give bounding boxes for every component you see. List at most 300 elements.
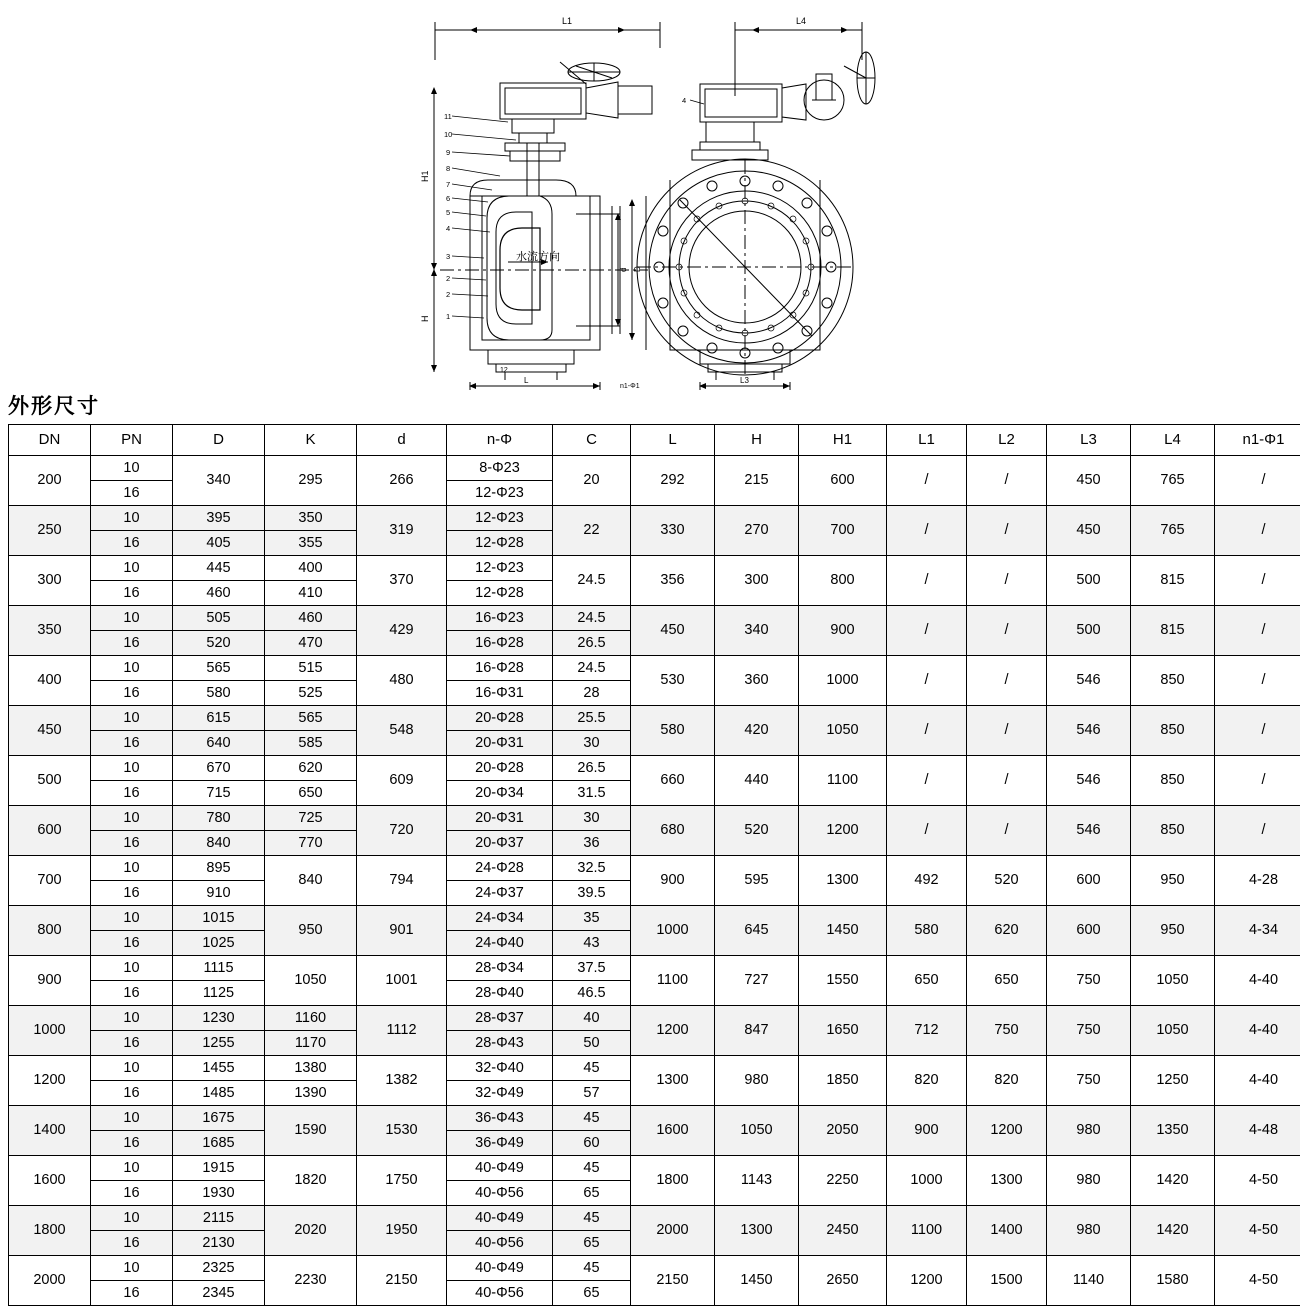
header-h1: H1	[799, 425, 887, 456]
cell-h1: 700	[799, 506, 887, 556]
cell-h: 727	[715, 956, 799, 1006]
cell-dn: 1800	[9, 1206, 91, 1256]
cell-l2: 1500	[967, 1256, 1047, 1306]
cell-l3: 1140	[1047, 1256, 1131, 1306]
cell-dn: 400	[9, 656, 91, 706]
cell-l3: 450	[1047, 456, 1131, 506]
cell-l1: 580	[887, 906, 967, 956]
header-l2: L2	[967, 425, 1047, 456]
cell-pn: 10	[91, 1106, 173, 1131]
cell-c: 20	[553, 456, 631, 506]
table-row	[9, 856, 1300, 881]
cell-d-inner: 266	[357, 456, 447, 506]
cell-l3: 500	[1047, 606, 1131, 656]
cell-l1: 492	[887, 856, 967, 906]
cell-l3: 546	[1047, 756, 1131, 806]
cell-pn: 10	[91, 706, 173, 731]
header-n1-phi1: n1-Φ1	[1215, 425, 1300, 456]
table-row	[9, 706, 1300, 731]
dimensions-table	[8, 424, 1300, 1306]
cell-l4: 765	[1131, 456, 1215, 506]
cell-pn: 16	[91, 731, 173, 756]
cell-n-phi: 20-Φ28	[447, 756, 553, 781]
cell-c: 24.5	[553, 606, 631, 631]
cell-pn: 16	[91, 981, 173, 1006]
cell-dn: 300	[9, 556, 91, 606]
cell-d-inner: 370	[357, 556, 447, 606]
cell-l3: 600	[1047, 906, 1131, 956]
svg-text:5: 5	[446, 208, 450, 217]
cell-l1: /	[887, 706, 967, 756]
header-l: L	[631, 425, 715, 456]
cell-c: 60	[553, 1131, 631, 1156]
cell-n1-phi1: /	[1215, 506, 1300, 556]
cell-c: 45	[553, 1256, 631, 1281]
cell-k: 2230	[265, 1256, 357, 1306]
cell-pn: 16	[91, 781, 173, 806]
cell-n-phi: 28-Φ34	[447, 956, 553, 981]
cell-l4: 1420	[1131, 1206, 1215, 1256]
cell-n-phi: 16-Φ23	[447, 606, 553, 631]
cell-n-phi: 40-Φ49	[447, 1206, 553, 1231]
cell-n-phi: 36-Φ49	[447, 1131, 553, 1156]
svg-text:8: 8	[446, 164, 450, 173]
cell-l3: 546	[1047, 806, 1131, 856]
cell-c: 36	[553, 831, 631, 856]
cell-pn: 10	[91, 1056, 173, 1081]
cell-l4: 850	[1131, 656, 1215, 706]
cell-h: 980	[715, 1056, 799, 1106]
table-row	[9, 656, 1300, 681]
cell-d-outer: 895	[173, 856, 265, 881]
svg-text:4: 4	[446, 224, 450, 233]
cell-l2: /	[967, 456, 1047, 506]
cell-pn: 10	[91, 656, 173, 681]
cell-k: 460	[265, 606, 357, 631]
cell-l: 1200	[631, 1006, 715, 1056]
cell-pn: 10	[91, 856, 173, 881]
cell-n1-phi1: 4-40	[1215, 956, 1300, 1006]
cell-c: 25.5	[553, 706, 631, 731]
cell-d-outer: 780	[173, 806, 265, 831]
cell-n-phi: 24-Φ37	[447, 881, 553, 906]
cell-n-phi: 20-Φ31	[447, 731, 553, 756]
cell-pn: 10	[91, 556, 173, 581]
cell-dn: 1600	[9, 1156, 91, 1206]
cell-d-outer: 1115	[173, 956, 265, 981]
table-row	[9, 456, 1300, 481]
cell-k: 515	[265, 656, 357, 681]
cell-c: 28	[553, 681, 631, 706]
cell-l1: 1200	[887, 1256, 967, 1306]
cell-l2: 520	[967, 856, 1047, 906]
table-row	[9, 906, 1300, 931]
cell-l3: 500	[1047, 556, 1131, 606]
cell-l1: /	[887, 756, 967, 806]
cell-h: 300	[715, 556, 799, 606]
cell-h1: 1850	[799, 1056, 887, 1106]
cell-l1: /	[887, 806, 967, 856]
svg-text:2: 2	[446, 290, 450, 299]
table-row	[9, 756, 1300, 781]
cell-d-inner: 480	[357, 656, 447, 706]
svg-text:11: 11	[444, 112, 452, 121]
cell-k: 355	[265, 531, 357, 556]
header-l3: L3	[1047, 425, 1131, 456]
cell-l3: 750	[1047, 956, 1131, 1006]
cell-pn: 10	[91, 606, 173, 631]
cell-l2: /	[967, 656, 1047, 706]
cell-h1: 2050	[799, 1106, 887, 1156]
table-row	[9, 806, 1300, 831]
cell-l4: 1350	[1131, 1106, 1215, 1156]
cell-d-outer: 670	[173, 756, 265, 781]
cell-l2: 750	[967, 1006, 1047, 1056]
cell-h: 1050	[715, 1106, 799, 1156]
cell-n1-phi1: 4-50	[1215, 1256, 1300, 1306]
cell-h: 595	[715, 856, 799, 906]
cell-h1: 800	[799, 556, 887, 606]
cell-n-phi: 12-Φ28	[447, 531, 553, 556]
cell-n-phi: 28-Φ37	[447, 1006, 553, 1031]
cell-n1-phi1: 4-40	[1215, 1006, 1300, 1056]
cell-n-phi: 32-Φ49	[447, 1081, 553, 1106]
cell-n-phi: 20-Φ31	[447, 806, 553, 831]
header-l1: L1	[887, 425, 967, 456]
cell-d-inner: 1950	[357, 1206, 447, 1256]
cell-l1: 1100	[887, 1206, 967, 1256]
cell-h: 1300	[715, 1206, 799, 1256]
cell-k: 1170	[265, 1031, 357, 1056]
cell-c: 32.5	[553, 856, 631, 881]
cell-h: 1450	[715, 1256, 799, 1306]
cell-l: 1300	[631, 1056, 715, 1106]
svg-text:2: 2	[446, 274, 450, 283]
cell-c: 46.5	[553, 981, 631, 1006]
cell-k: 400	[265, 556, 357, 581]
cell-h1: 900	[799, 606, 887, 656]
cell-n1-phi1: 4-28	[1215, 856, 1300, 906]
cell-d-outer: 1685	[173, 1131, 265, 1156]
svg-text:6: 6	[446, 194, 450, 203]
svg-text:H1: H1	[420, 170, 430, 182]
cell-l: 1100	[631, 956, 715, 1006]
cell-d-outer: 405	[173, 531, 265, 556]
cell-l: 2000	[631, 1206, 715, 1256]
cell-d-outer: 1915	[173, 1156, 265, 1181]
table-row	[9, 1006, 1300, 1031]
table-row	[9, 1056, 1300, 1081]
cell-c: 35	[553, 906, 631, 931]
cell-k: 585	[265, 731, 357, 756]
header-l4: L4	[1131, 425, 1215, 456]
dimensions-table-wrapper	[8, 424, 1292, 1306]
cell-k: 1390	[265, 1081, 357, 1106]
cell-dn: 800	[9, 906, 91, 956]
cell-n-phi: 12-Φ23	[447, 481, 553, 506]
cell-h: 847	[715, 1006, 799, 1056]
cell-n-phi: 40-Φ56	[447, 1231, 553, 1256]
cell-d-outer: 445	[173, 556, 265, 581]
cell-c: 45	[553, 1206, 631, 1231]
cell-pn: 10	[91, 1156, 173, 1181]
cell-k: 410	[265, 581, 357, 606]
cell-d-outer: 910	[173, 881, 265, 906]
cell-c: 26.5	[553, 631, 631, 656]
svg-text:1: 1	[446, 312, 450, 321]
cell-l: 900	[631, 856, 715, 906]
cell-c: 45	[553, 1106, 631, 1131]
cell-pn: 16	[91, 1281, 173, 1306]
cell-l2: 650	[967, 956, 1047, 1006]
cell-k: 620	[265, 756, 357, 781]
cell-l4: 815	[1131, 556, 1215, 606]
cell-k: 840	[265, 856, 357, 906]
cell-d-inner: 548	[357, 706, 447, 756]
cell-l4: 850	[1131, 756, 1215, 806]
cell-n-phi: 28-Φ40	[447, 981, 553, 1006]
cell-d-outer: 565	[173, 656, 265, 681]
cell-l: 1600	[631, 1106, 715, 1156]
svg-text:10: 10	[444, 130, 452, 139]
cell-c: 45	[553, 1056, 631, 1081]
cell-pn: 16	[91, 681, 173, 706]
cell-c: 24.5	[553, 656, 631, 681]
cell-l1: /	[887, 656, 967, 706]
cell-k: 770	[265, 831, 357, 856]
cell-d-outer: 1025	[173, 931, 265, 956]
cell-c: 45	[553, 1156, 631, 1181]
cell-h: 1143	[715, 1156, 799, 1206]
cell-n-phi: 32-Φ40	[447, 1056, 553, 1081]
cell-n1-phi1: /	[1215, 606, 1300, 656]
cell-n-phi: 12-Φ23	[447, 506, 553, 531]
cell-k: 565	[265, 706, 357, 731]
cell-l: 1800	[631, 1156, 715, 1206]
cell-pn: 16	[91, 1231, 173, 1256]
cell-l: 292	[631, 456, 715, 506]
cell-l3: 750	[1047, 1056, 1131, 1106]
cell-l4: 950	[1131, 906, 1215, 956]
cell-pn: 16	[91, 1081, 173, 1106]
svg-text:L1: L1	[562, 16, 572, 26]
cell-c: 31.5	[553, 781, 631, 806]
cell-k: 1380	[265, 1056, 357, 1081]
cell-h: 340	[715, 606, 799, 656]
cell-l4: 1420	[1131, 1156, 1215, 1206]
cell-l4: 1050	[1131, 1006, 1215, 1056]
cell-l2: /	[967, 556, 1047, 606]
cell-h: 360	[715, 656, 799, 706]
cell-d-inner: 1382	[357, 1056, 447, 1106]
table-body	[9, 456, 1300, 1306]
svg-text:D: D	[633, 266, 642, 272]
cell-c: 24.5	[553, 556, 631, 606]
cell-n-phi: 16-Φ31	[447, 681, 553, 706]
cell-n-phi: 20-Φ28	[447, 706, 553, 731]
cell-h: 440	[715, 756, 799, 806]
cell-dn: 2000	[9, 1256, 91, 1306]
cell-d-inner: 1530	[357, 1106, 447, 1156]
cell-l2: /	[967, 706, 1047, 756]
cell-h1: 1550	[799, 956, 887, 1006]
cell-n-phi: 24-Φ40	[447, 931, 553, 956]
cell-dn: 700	[9, 856, 91, 906]
cell-d-outer: 1230	[173, 1006, 265, 1031]
cell-l1: /	[887, 456, 967, 506]
cell-d-outer: 1015	[173, 906, 265, 931]
cell-n1-phi1: /	[1215, 556, 1300, 606]
cell-d-outer: 2325	[173, 1256, 265, 1281]
cell-d-inner: 1750	[357, 1156, 447, 1206]
cell-n-phi: 8-Φ23	[447, 456, 553, 481]
table-row	[9, 506, 1300, 531]
header-pn: PN	[91, 425, 173, 456]
cell-pn: 16	[91, 481, 173, 506]
cell-l2: /	[967, 606, 1047, 656]
cell-l3: 546	[1047, 656, 1131, 706]
cell-dn: 450	[9, 706, 91, 756]
cell-l4: 1050	[1131, 956, 1215, 1006]
cell-h1: 1100	[799, 756, 887, 806]
cell-pn: 16	[91, 631, 173, 656]
cell-d-inner: 794	[357, 856, 447, 906]
cell-d-outer: 2115	[173, 1206, 265, 1231]
cell-d-outer: 580	[173, 681, 265, 706]
cell-c: 30	[553, 806, 631, 831]
cell-k: 725	[265, 806, 357, 831]
cell-c: 26.5	[553, 756, 631, 781]
svg-text:L: L	[524, 376, 529, 385]
cell-n-phi: 24-Φ34	[447, 906, 553, 931]
cell-pn: 10	[91, 906, 173, 931]
cell-h1: 1300	[799, 856, 887, 906]
cell-h1: 1650	[799, 1006, 887, 1056]
svg-text:7: 7	[446, 180, 450, 189]
cell-pn: 10	[91, 956, 173, 981]
cell-n-phi: 12-Φ28	[447, 581, 553, 606]
cell-l1: 1000	[887, 1156, 967, 1206]
svg-text:H: H	[420, 316, 430, 323]
cell-l2: 1400	[967, 1206, 1047, 1256]
cell-d-outer: 505	[173, 606, 265, 631]
cell-pn: 10	[91, 456, 173, 481]
cell-h1: 1050	[799, 706, 887, 756]
cell-n1-phi1: /	[1215, 806, 1300, 856]
cell-c: 65	[553, 1281, 631, 1306]
cell-k: 470	[265, 631, 357, 656]
cell-n-phi: 16-Φ28	[447, 656, 553, 681]
cell-h1: 1450	[799, 906, 887, 956]
cell-l4: 1250	[1131, 1056, 1215, 1106]
valve-technical-drawing	[0, 0, 1300, 395]
cell-l2: 1200	[967, 1106, 1047, 1156]
cell-pn: 10	[91, 806, 173, 831]
cell-c: 50	[553, 1031, 631, 1056]
cell-l3: 980	[1047, 1106, 1131, 1156]
cell-n1-phi1: /	[1215, 456, 1300, 506]
cell-k: 295	[265, 456, 357, 506]
cell-h: 520	[715, 806, 799, 856]
cell-dn: 600	[9, 806, 91, 856]
cell-n1-phi1: 4-34	[1215, 906, 1300, 956]
cell-pn: 10	[91, 506, 173, 531]
header-d-small: d	[357, 425, 447, 456]
cell-d-inner: 1001	[357, 956, 447, 1006]
cell-l2: /	[967, 756, 1047, 806]
cell-pn: 16	[91, 1131, 173, 1156]
cell-l4: 1580	[1131, 1256, 1215, 1306]
table-header-row	[9, 425, 1300, 456]
cell-pn: 16	[91, 1031, 173, 1056]
cell-d-inner: 1112	[357, 1006, 447, 1056]
cell-dn: 1400	[9, 1106, 91, 1156]
cell-l4: 815	[1131, 606, 1215, 656]
cell-l: 450	[631, 606, 715, 656]
cell-n-phi: 20-Φ37	[447, 831, 553, 856]
cell-pn: 16	[91, 931, 173, 956]
cell-dn: 1200	[9, 1056, 91, 1106]
cell-l: 680	[631, 806, 715, 856]
table-row	[9, 606, 1300, 631]
cell-l2: 620	[967, 906, 1047, 956]
cell-l3: 450	[1047, 506, 1131, 556]
cell-h1: 1200	[799, 806, 887, 856]
cell-d-inner: 2150	[357, 1256, 447, 1306]
cell-l3: 600	[1047, 856, 1131, 906]
cell-l3: 750	[1047, 1006, 1131, 1056]
header-dn: DN	[9, 425, 91, 456]
cell-l3: 980	[1047, 1206, 1131, 1256]
cell-d-outer: 2130	[173, 1231, 265, 1256]
cell-k: 1050	[265, 956, 357, 1006]
cell-c: 43	[553, 931, 631, 956]
table-row	[9, 1256, 1300, 1281]
cell-l1: 900	[887, 1106, 967, 1156]
cell-d-outer: 1125	[173, 981, 265, 1006]
cell-d-outer: 395	[173, 506, 265, 531]
cell-h: 270	[715, 506, 799, 556]
cell-h1: 2650	[799, 1256, 887, 1306]
cell-l1: /	[887, 506, 967, 556]
cell-l2: 820	[967, 1056, 1047, 1106]
cell-c: 37.5	[553, 956, 631, 981]
cell-d-outer: 615	[173, 706, 265, 731]
cell-n1-phi1: /	[1215, 656, 1300, 706]
cell-l3: 546	[1047, 706, 1131, 756]
cell-l: 2150	[631, 1256, 715, 1306]
cell-k: 650	[265, 781, 357, 806]
svg-text:d: d	[619, 268, 628, 272]
cell-l2: /	[967, 506, 1047, 556]
cell-d-outer: 1485	[173, 1081, 265, 1106]
cell-l: 660	[631, 756, 715, 806]
cell-d-inner: 429	[357, 606, 447, 656]
cell-h: 645	[715, 906, 799, 956]
svg-text:4: 4	[682, 96, 686, 105]
cell-l2: 1300	[967, 1156, 1047, 1206]
cell-n1-phi1: 4-48	[1215, 1106, 1300, 1156]
cell-d-outer: 1455	[173, 1056, 265, 1081]
cell-k: 1820	[265, 1156, 357, 1206]
cell-l1: /	[887, 606, 967, 656]
cell-pn: 16	[91, 1181, 173, 1206]
cell-pn: 10	[91, 1256, 173, 1281]
cell-k: 525	[265, 681, 357, 706]
cell-k: 950	[265, 906, 357, 956]
cell-dn: 350	[9, 606, 91, 656]
cell-k: 1160	[265, 1006, 357, 1031]
